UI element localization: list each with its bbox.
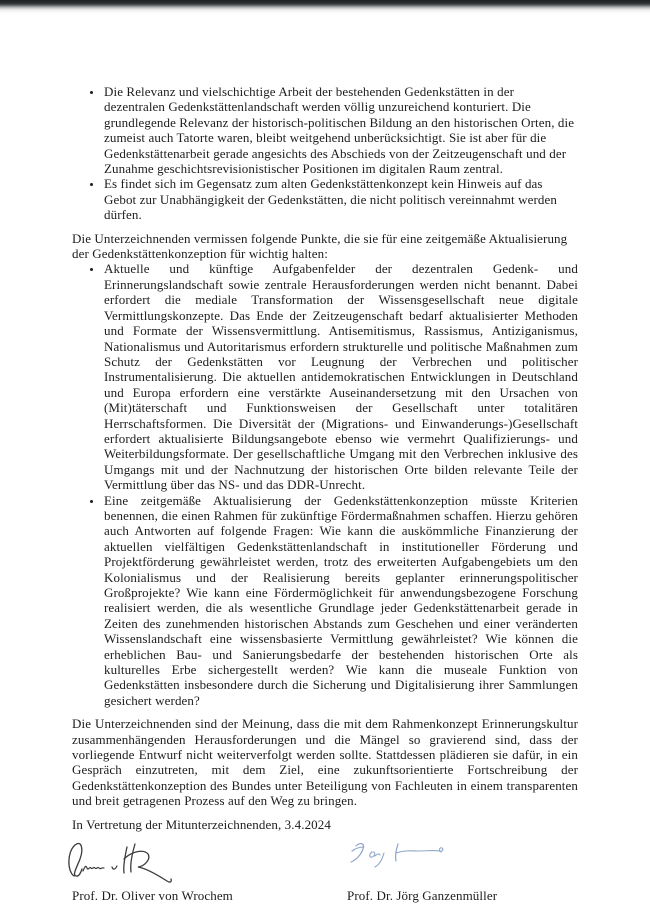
- signature-stroke: [131, 844, 135, 872]
- critique-bullet-list: [72, 84, 578, 223]
- letter-body: [72, 84, 578, 906]
- signatory-names-row: [72, 888, 578, 906]
- signature-stroke: [112, 866, 117, 869]
- missing-point: • Eine zeitgemäße Aktualisierung der Gedenkstättenkonzeption müsste Kriterien benennen, die einen Rahmen für zukünftige Fördermaßnahmen schaffen. Hierzu gehören auch Antworten auf folgende Fragen: Wie kann die auskömmliche Finanzierung der aktuellen vielfältigen Gedenkstättenlandschaft in institutioneller Förderung und Projektförderung gewährleistet werden, trotz des erweiterten Aufgabengebiets um den Kolonialismus und der Realisierung bereits geplanter erinnerungspolitischer Großprojekte? Wie kann eine Fördermöglichkeit für anwendungsbezogene Forschung realisiert werden, die als wesentliche Grundlage jeder Gedenkstättenarbeit gerade in Zeiten des zunehmenden historischen Abstands zum Geschehen und einer veränderten Wissenslandschaft eine wissensbasierte Vermittlung gewährleistet? Wie können die erheblichen Bau- und Sanierungsbedarfe der bestehenden historischen Orte als kulturelles Erbe sichergestellt werden? Wie kann die museale Funktion von Gedenkstätten insbesondere durch die Sicherung und Digitalisierung ihrer Sammlungen gesichert werden?: [103, 493, 578, 709]
- missing-points-bullet-list: [72, 261, 578, 708]
- critique-point: • Es findet sich im Gegensatz zum alten Gedenkstättenkonzept kein Hinweis auf das Gebot zur Unabhängigkeit der Gedenkstätten, die nicht politisch vereinnahmt werden dürfen.: [103, 176, 578, 222]
- intro-paragraph: Die Unterzeichnenden vermissen folgende Punkte, die sie für eine zeitgemäße Aktualisierung der Gedenkstättenkonzeption für wichtig halten:: [72, 230, 568, 262]
- signature-stroke: [83, 866, 104, 871]
- scanned-page-top-edge: [0, 0, 650, 14]
- signature-stroke: [124, 847, 127, 873]
- signature-stroke: [370, 852, 384, 867]
- signature-joerg-ganzenmueller: [344, 838, 449, 870]
- signature-row: [72, 836, 578, 886]
- closing-paragraph: Die Unterzeichnenden sind der Meinung, dass die mit dem Rahmenkonzept Erinnerungskultur zusammenhängenden Herausforderungen und die Mängel so gravierend sind, dass der vorliegende Entwurf nicht weiterverfolgt werden sollte. Stattdessen plädieren sie dafür, in ein Gespräch einzutreten, mit dem Ziel, eine zukunftsorientierte Fortschreibung der Gedenkstättenkonzeption des Bundes unter Beteiligung von Fachleuten in einem transparenten und breit getragenen Prozess auf den Weg zu bringen.: [72, 716, 578, 809]
- critique-point: • Die Relevanz und vielschichtige Arbeit der bestehenden Gedenkstätten in der dezentralen Gedenkstättenlandschaft werden völlig unzureichend konturiert. Die grundlegende Relevanz der historisch-politischen Bildung an den historischen Orten, die zumeist auch Tatorte waren, bleibt weitgehend unberücksichtigt. Sie ist aber für die Gedenkstättenarbeit gerade angesichts des Abschieds von der Zeitzeugenschaft und der Zunahme geschichtsrevisionistischer Positionen im digitalen Raum zentral.: [103, 84, 578, 176]
- signature-stroke: [351, 844, 363, 862]
- signatory-name-left: Prof. Dr. Oliver von Wrochem: [72, 888, 233, 904]
- representation-date-line: In Vertretung der Mitunterzeichnenden, 3.4.2024: [72, 816, 331, 832]
- signature-stroke: [69, 844, 82, 877]
- missing-point: • Aktuelle und künftige Aufgabenfelder der dezentralen Gedenk- und Erinnerungslandschaft sowie zentrale Herausforderungen werden nicht benannt. Dabei erfordert die mediale Transformation der Wissensgesellschaft neue digitale Vermittlungskonzepte. Das Ende der Zeitzeugenschaft bedarf aktualisierter Methoden und Formate der Wissensvermittlung. Antisemitismus, Rassismus, Antiziganismus, Nationalismus und Autoritarismus erfordern strukturelle und politische Maßnahmen zum Schutz der Gedenkstätten vor Leugnung der Verbrechen und politischer Instrumentalisierung. Die aktuellen antidemokratischen Entwicklungen in Deutschland und Europa erfordern eine verstärkte Auseinandersetzung mit den Ursachen von (Mit)täterschaft und Funktionsweisen der Gesellschaft unter totalitären Herrschaftsformen. Die Diversität der (Migrations- und Einwanderungs-)Gesellschaft erfordert aktualisierte Bildungsangebote ebenso wie vermehrt Qualifizierungs- und Weiterbildungsformate. Der gesellschaftliche Umgang mit den Verbrechen inklusive des Umgangs mit und der Nachnutzung der historischen Orte bilden relevante Teile der Vermittlung über das NS- und das DDR-Unrecht.: [103, 261, 578, 492]
- signature-stroke: [396, 848, 443, 853]
- signatory-name-right: Prof. Dr. Jörg Ganzenmüller: [347, 888, 498, 904]
- signature-oliver-von-wrochem: [64, 836, 186, 886]
